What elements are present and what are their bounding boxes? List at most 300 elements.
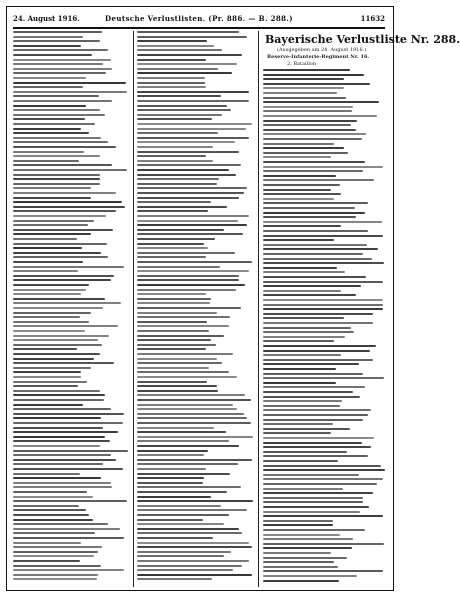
list-entry-line: [137, 417, 247, 419]
list-entry-line: [137, 298, 211, 300]
list-entry-line: [263, 511, 360, 513]
list-entry-line: [137, 330, 209, 332]
list-entry-line: [263, 363, 359, 365]
list-entry-line: [263, 359, 373, 361]
list-entry-line: [263, 391, 353, 393]
list-entry-line: [13, 551, 98, 553]
list-entry-line: [137, 91, 249, 93]
list-entry-line: [263, 483, 377, 485]
list-entry-line: [263, 285, 361, 287]
list-entry-line: [137, 496, 211, 498]
list-entry-line: [13, 436, 105, 438]
list-entry-line: [263, 580, 339, 582]
list-entry-line: [263, 189, 331, 191]
list-entry-line: [137, 505, 221, 507]
list-entry-line: [263, 497, 363, 499]
list-entry-line: [263, 184, 340, 186]
list-entry-line: [263, 120, 357, 122]
list-entry-line: [137, 362, 222, 364]
list-entry-line: [263, 400, 342, 402]
list-entry-line: [13, 298, 105, 300]
list-entry-line: [13, 496, 93, 498]
list-entry-line: [263, 478, 383, 480]
list-entry-line: [13, 390, 100, 392]
list-entry-line: [263, 299, 383, 301]
list-entry-line: [263, 368, 336, 370]
list-entry-line: [263, 543, 384, 545]
list-entry-line: [13, 137, 101, 139]
list-entry-line: [13, 505, 79, 507]
list-entry-line: [263, 414, 368, 416]
list-entry-line: [263, 419, 363, 421]
list-entry-line: [137, 247, 208, 249]
list-entry-line: [13, 459, 116, 461]
list-entry-line: [137, 201, 211, 203]
list-entry-line: [137, 436, 253, 438]
list-entry-line: [13, 519, 93, 521]
list-entry-line: [263, 561, 334, 563]
list-entry-line: [263, 97, 346, 99]
list-entry-line: [13, 362, 114, 364]
list-entry-line: [13, 256, 108, 258]
list-entry-line: [263, 161, 365, 163]
list-entry-line: [137, 353, 233, 355]
list-entry-line: [13, 210, 116, 212]
list-entry-line: [263, 317, 344, 319]
list-entry-line: [263, 83, 370, 85]
list-entry-line: [13, 473, 80, 475]
list-entry-line: [263, 304, 383, 306]
section-subtitle: (Ausgegeben am 24. August 1916.): [277, 47, 367, 53]
list-entry-line: [263, 488, 343, 490]
list-entry-line: [263, 101, 379, 103]
list-entry-line: [263, 308, 383, 310]
text-column-1: [13, 31, 131, 587]
list-entry-line: [13, 151, 84, 153]
list-entry-line: [263, 345, 376, 347]
list-entry-line: [263, 575, 357, 577]
list-entry-line: [13, 95, 99, 97]
list-entry-line: [137, 243, 204, 245]
list-entry-line: [263, 538, 353, 540]
list-entry-line: [137, 569, 233, 571]
list-entry-line: [13, 86, 83, 88]
list-entry-line: [263, 506, 369, 508]
list-entry-line: [13, 114, 105, 116]
list-entry-line: [137, 284, 245, 286]
list-entry-line: [137, 72, 232, 74]
list-entry-line: [13, 325, 118, 327]
list-entry-line: [13, 344, 102, 346]
list-entry-line: [137, 132, 218, 134]
list-entry-line: [13, 36, 83, 38]
list-entry-line: [263, 446, 371, 448]
section-sub-unit: 2. Bataillon: [287, 61, 317, 67]
list-entry-line: [263, 276, 366, 278]
list-entry-line: [13, 330, 85, 332]
list-entry-line: [13, 275, 114, 277]
list-entry-line: [263, 212, 365, 214]
list-entry-line: [263, 216, 356, 218]
list-entry-line: [263, 437, 374, 439]
list-entry-line: [13, 555, 94, 557]
list-entry-line: [263, 115, 377, 117]
list-entry-line: [137, 279, 239, 281]
list-entry-line: [13, 247, 82, 249]
list-entry-line: [13, 270, 78, 272]
list-entry-line: [137, 385, 217, 387]
list-entry-line: [263, 534, 340, 536]
list-entry-line: [263, 501, 363, 503]
list-entry-line: [263, 262, 384, 264]
list-entry-line: [137, 59, 206, 61]
list-entry-line: [13, 178, 100, 180]
list-entry-line: [137, 500, 253, 502]
list-entry-line: [137, 468, 206, 470]
list-entry-line: [137, 118, 212, 120]
list-entry-line: [263, 442, 362, 444]
list-entry-line: [13, 408, 111, 410]
list-entry-line: [13, 477, 101, 479]
list-entry-line: [263, 405, 340, 407]
list-entry-line: [137, 459, 252, 461]
list-entry-line: [137, 206, 227, 208]
list-entry-line: [137, 183, 217, 185]
list-entry-line: [263, 170, 363, 172]
list-entry-line: [137, 210, 208, 212]
list-entry-line: [13, 197, 91, 199]
list-entry-line: [13, 229, 113, 231]
list-entry-line: [263, 253, 363, 255]
list-entry-line: [13, 569, 124, 571]
list-entry-line: [13, 192, 116, 194]
list-entry-line: [137, 413, 244, 415]
list-entry-line: [137, 399, 251, 401]
list-entry-line: [13, 542, 81, 544]
list-entry-line: [137, 178, 219, 180]
list-entry-line: [137, 233, 243, 235]
list-entry-line: [13, 91, 127, 93]
list-entry-line: [263, 175, 336, 177]
list-entry-line: [13, 385, 78, 387]
list-entry-line: [137, 256, 206, 258]
list-entry-line: [137, 482, 203, 484]
list-entry-line: [137, 302, 210, 304]
list-entry-line: [13, 468, 123, 470]
list-entry-line: [263, 524, 333, 526]
list-entry-line: [137, 224, 247, 226]
list-entry-line: [137, 381, 207, 383]
list-entry-line: [13, 335, 109, 337]
list-entry-line: [13, 243, 107, 245]
list-entry-line: [13, 404, 83, 406]
list-entry-line: [263, 547, 352, 549]
list-entry-line: [137, 335, 224, 337]
list-entry-line: [263, 198, 334, 200]
list-entry-line: [263, 552, 331, 554]
list-entry-line: [137, 574, 252, 576]
list-entry-line: [263, 451, 347, 453]
list-entry-line: [137, 358, 217, 360]
list-entry-line: [263, 460, 338, 462]
list-entry-line: [137, 486, 241, 488]
list-entry-line: [13, 233, 91, 235]
list-entry-line: [137, 371, 229, 373]
list-entry-line: [263, 271, 345, 273]
list-entry-line: [137, 404, 233, 406]
list-entry-line: [13, 220, 94, 222]
list-entry-line: [13, 565, 101, 567]
list-entry-line: [263, 423, 333, 425]
list-entry-line: [137, 146, 213, 148]
header-divider: [13, 27, 385, 29]
list-entry-line: [263, 377, 384, 379]
list-entry-line: [13, 417, 101, 419]
list-entry-line: [13, 105, 86, 107]
column-divider-2: [258, 31, 259, 587]
list-entry-line: [263, 340, 334, 342]
list-entry-line: [137, 275, 239, 277]
list-entry-line: [263, 492, 373, 494]
list-entry-line: [13, 445, 100, 447]
list-entry-line: [263, 87, 344, 89]
list-entry-line: [137, 551, 231, 553]
list-entry-line: [137, 95, 221, 97]
list-entry-line: [137, 431, 226, 433]
list-entry-line: [137, 528, 239, 530]
list-entry-line: [263, 106, 353, 108]
list-entry-line: [13, 169, 127, 171]
list-entry-line: [137, 376, 237, 378]
list-entry-line: [137, 229, 224, 231]
list-entry-line: [263, 520, 333, 522]
list-entry-line: [263, 267, 337, 269]
list-entry-line: [263, 455, 368, 457]
list-entry-line: [13, 302, 121, 304]
list-entry-line: [263, 193, 341, 195]
list-entry-line: [263, 354, 341, 356]
list-entry-line: [137, 252, 235, 254]
list-entry-line: [13, 431, 118, 433]
list-entry-line: [137, 49, 222, 51]
list-entry-line: [137, 187, 247, 189]
list-entry-line: [13, 128, 81, 130]
list-entry-line: [137, 312, 217, 314]
list-entry-line: [263, 78, 344, 80]
list-entry-line: [137, 578, 212, 580]
list-entry-line: [263, 239, 334, 241]
list-entry-line: [13, 206, 125, 208]
list-entry-line: [13, 514, 89, 516]
list-entry-line: [263, 92, 337, 94]
page-header: [13, 11, 385, 27]
list-entry-line: [263, 74, 364, 76]
list-entry-line: [13, 72, 106, 74]
list-entry-line: [137, 307, 241, 309]
list-entry-line: [13, 491, 87, 493]
list-entry-line: [137, 509, 247, 511]
list-entry-line: [13, 578, 97, 580]
list-entry-line: [13, 252, 101, 254]
list-entry-line: [263, 382, 336, 384]
section-title: Bayerische Verlustliste Nr. 288.: [265, 33, 460, 46]
list-entry-line: [13, 500, 127, 502]
list-entry-line: [13, 141, 108, 143]
list-entry-line: [13, 261, 83, 263]
list-entry-line: [13, 289, 86, 291]
list-entry-line: [137, 141, 235, 143]
list-entry-line: [13, 31, 102, 33]
list-entry-line: [13, 187, 91, 189]
scanned-page: [6, 6, 460, 591]
list-entry-line: [263, 409, 371, 411]
list-entry-line: [137, 40, 207, 42]
list-entry-line: [13, 546, 102, 548]
list-entry-line: [137, 519, 203, 521]
list-entry-line: [13, 45, 81, 47]
list-entry-line: [13, 279, 111, 281]
section-unit: Reserve-Infanterie-Regiment Nr. 16.: [267, 54, 370, 60]
list-entry-line: [137, 114, 222, 116]
list-entry-line: [263, 138, 362, 140]
list-entry-line: [263, 322, 373, 324]
list-entry-line: [13, 528, 120, 530]
list-entry-line: [137, 86, 206, 88]
list-entry-line: [13, 155, 100, 157]
list-entry-line: [137, 151, 239, 153]
list-entry-line: [263, 124, 351, 126]
list-entry-line: [137, 155, 206, 157]
list-entry-line: [137, 100, 249, 102]
list-entry-line: [263, 143, 334, 145]
list-entry-line: [137, 325, 229, 327]
list-entry-line: [13, 224, 88, 226]
list-entry-line: [13, 183, 100, 185]
list-entry-line: [263, 207, 355, 209]
list-entry-line: [137, 109, 231, 111]
list-entry-line: [137, 560, 249, 562]
list-entry-line: [137, 270, 249, 272]
list-entry-line: [13, 482, 111, 484]
list-entry-line: [137, 266, 220, 268]
list-entry-line: [137, 105, 227, 107]
list-entry-line: [13, 201, 122, 203]
list-entry-line: [13, 316, 80, 318]
list-entry-line: [13, 109, 100, 111]
list-entry-line: [263, 166, 383, 168]
list-entry-line: [263, 129, 356, 131]
list-entry-line: [13, 284, 89, 286]
list-entry-line: [137, 31, 239, 33]
list-entry-line: [13, 293, 81, 295]
list-entry-line: [137, 293, 206, 295]
list-entry-line: [263, 235, 383, 237]
list-entry-line: [137, 542, 249, 544]
list-entry-line: [13, 399, 104, 401]
list-entry-line: [137, 537, 213, 539]
list-entry-line: [137, 45, 214, 47]
list-entry-line: [13, 59, 111, 61]
list-entry-line: [13, 560, 80, 562]
list-entry-line: [13, 82, 126, 84]
text-column-3: [263, 31, 460, 587]
list-entry-line: [137, 440, 229, 442]
list-entry-line: [263, 225, 341, 227]
list-entry-line: [137, 514, 229, 516]
list-entry-line: [13, 118, 85, 120]
list-entry-line: [137, 289, 236, 291]
list-entry-line: [137, 463, 238, 465]
list-entry-line: [13, 376, 81, 378]
list-entry-line: [263, 350, 370, 352]
list-entry-line: [263, 290, 341, 292]
list-entry-line: [137, 220, 238, 222]
list-entry-line: [13, 307, 103, 309]
list-entry-line: [263, 156, 331, 158]
list-entry-line: [13, 427, 103, 429]
list-entry-line: [137, 77, 205, 79]
list-entry-line: [13, 413, 124, 415]
list-entry-line: [137, 123, 252, 125]
list-entry-line: [137, 36, 247, 38]
list-entry-line: [137, 321, 207, 323]
list-entry-line: [137, 394, 245, 396]
list-entry-line: [13, 312, 91, 314]
list-entry-line: [137, 192, 244, 194]
list-entry-line: [13, 215, 106, 217]
list-entry-line: [137, 261, 252, 263]
list-entry-line: [263, 230, 368, 232]
list-entry-line: [263, 313, 373, 315]
list-entry-line: [137, 473, 230, 475]
list-entry-line: [137, 427, 214, 429]
list-entry-line: [137, 422, 251, 424]
list-entry-line: [263, 386, 365, 388]
header-date: 24. August 1916.: [13, 14, 80, 23]
list-entry-line: [263, 221, 382, 223]
list-entry-line: [263, 327, 351, 329]
list-entry-line: [13, 100, 112, 102]
list-entry-line: [263, 294, 356, 296]
list-entry-line: [137, 532, 242, 534]
list-entry-line: [137, 164, 241, 166]
list-entry-line: [263, 202, 368, 204]
list-entry-line: [13, 394, 105, 396]
list-entry-line: [13, 509, 86, 511]
list-entry-line: [263, 244, 367, 246]
list-entry-line: [13, 49, 108, 51]
list-entry-line: [13, 266, 124, 268]
list-entry-line: [263, 69, 350, 71]
list-entry-line: [263, 570, 383, 572]
list-entry-line: [263, 133, 366, 135]
list-entry-line: [263, 529, 365, 531]
list-entry-line: [137, 137, 249, 139]
list-entry-line: [137, 169, 229, 171]
list-entry-line: [263, 373, 363, 375]
list-entry-line: [137, 491, 227, 493]
list-entry-line: [13, 381, 87, 383]
list-entry-line: [13, 353, 100, 355]
list-entry-line: [137, 128, 246, 130]
list-entry-line: [263, 465, 381, 467]
list-entry-line: [263, 469, 385, 471]
list-entry-line: [13, 160, 79, 162]
list-entry-line: [137, 445, 239, 447]
list-entry-line: [137, 316, 230, 318]
list-entry-line: [137, 565, 242, 567]
list-entry-line: [137, 546, 252, 548]
